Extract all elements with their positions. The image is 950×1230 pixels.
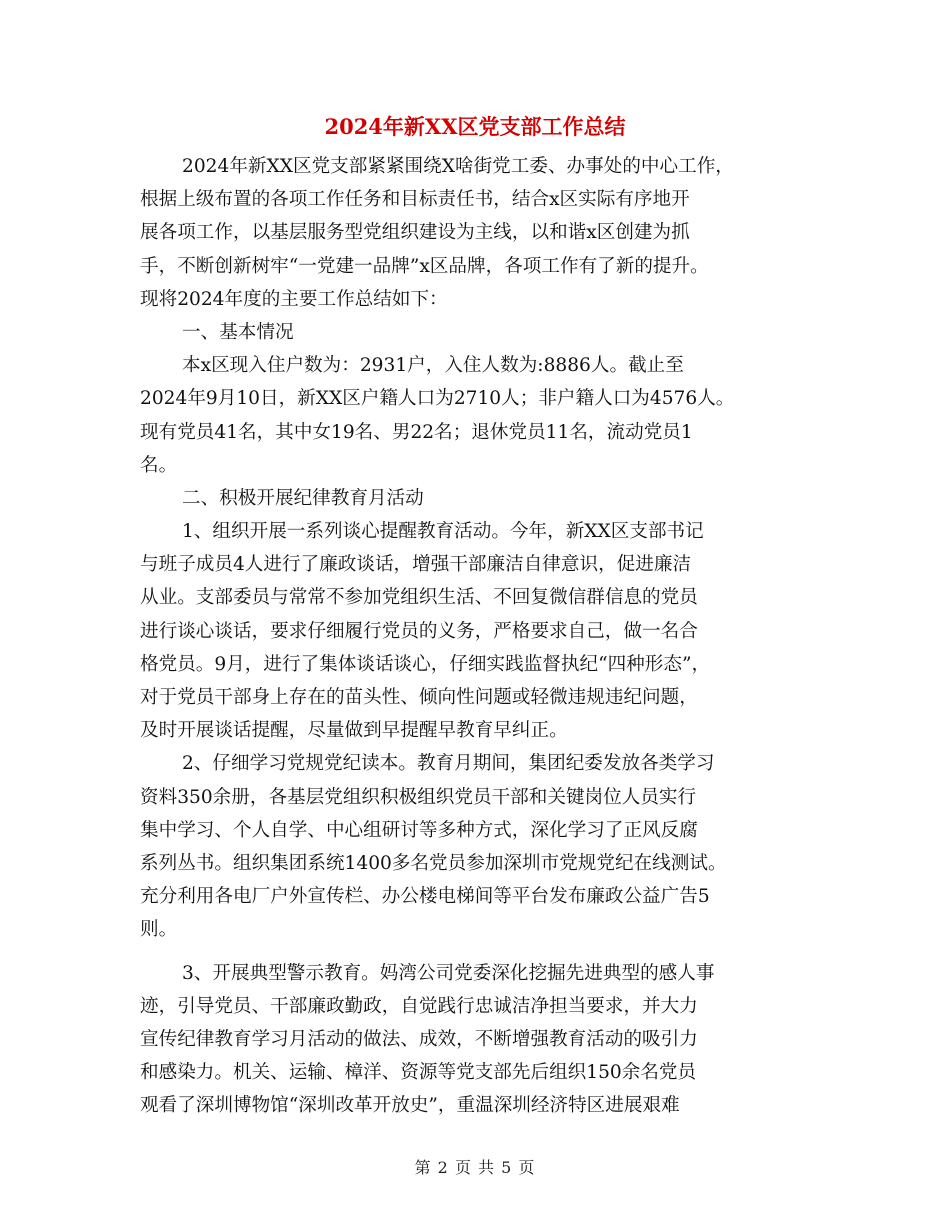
- section-heading: 一、基本情况: [182, 321, 294, 343]
- text-line: 2024年9月10日，新XX区户籍人口为2710人；非户籍人口为4576人。: [140, 388, 735, 410]
- text-line: 集中学习、个人自学、中心组研讨等多种方式，深化学习了正风反腐: [140, 819, 698, 841]
- text-line: 进行谈心谈话，要求仔细履行党员的义务，严格要求自己，做一名合: [140, 620, 698, 642]
- text-line: 观看了深圳博物馆“深圳改革开放史”，重温深圳经济特区进展艰难: [140, 1095, 680, 1117]
- text-line: 现有党员41名，其中女19名、男22名；退休党员11名，流动党员1: [140, 421, 693, 443]
- document-title: 2024年新XX区党支部工作总结: [324, 114, 626, 139]
- text-line: 2024年新XX区党支部紧紧围绕X啥街党工委、办事处的中心工作，: [182, 156, 734, 177]
- text-line: 1、组织开展一系列谈心提醒教育活动。今年，新XX区支部书记: [182, 521, 704, 543]
- text-line: 根据上级布置的各项工作任务和目标责任书，结合x区实际有序地开: [140, 189, 690, 211]
- text-line: 名。: [140, 454, 178, 476]
- text-line: 2、仔细学习党规党纪读本。教育月期间，集团纪委发放各类学习: [182, 753, 715, 775]
- text-line: 本x区现入住户数为：2931户，入住人数为:8886人。截止至: [182, 355, 684, 377]
- text-line: 3、开展典型警示教育。妈湾公司党委深化挖掘先进典型的感人事: [182, 962, 715, 984]
- text-line: 展各项工作，以基层服务型党组织建设为主线，以和谐x区创建为抓: [140, 222, 690, 244]
- text-line: 宣传纪律教育学习月活动的做法、成效，不断增强教育活动的吸引力: [140, 1028, 698, 1050]
- text-line: 格党员。9月，进行了集体谈话谈心，仔细实践监督执纪“四种形态”，: [140, 653, 711, 675]
- text-line: 现将2024年度的主要工作总结如下：: [140, 288, 448, 310]
- text-line: 及时开展谈话提醒，尽量做到早提醒早教育早纠正。: [140, 720, 568, 742]
- text-line: 迹，引导党员、干部廉政勤政，自觉践行忠诚洁净担当要求，并大力: [140, 995, 698, 1017]
- section-heading: 二、积极开展纪律教育月活动: [182, 487, 424, 509]
- text-line: 系列丛书。组织集团系统1400多名党员参加深圳市党规党纪在线测试。: [140, 852, 727, 874]
- text-line: 和感染力。机关、运输、樟洋、资源等党支部先后组织150余名党员: [140, 1062, 697, 1084]
- document-body: [140, 150, 830, 1122]
- text-line: 资料350余册，各基层党组织积极组织党员干部和关键岗位人员实行: [140, 786, 697, 808]
- page-footer: 第 2 页 共 5 页: [414, 1158, 536, 1177]
- text-line: 手，不断创新树牢“一党建一品牌”x区品牌，各项工作有了新的提升。: [140, 255, 709, 277]
- text-line: 对于党员干部身上存在的苗头性、倾向性问题或轻微违规违纪问题，: [140, 687, 698, 708]
- text-line: 充分利用各电厂户外宣传栏、办公楼电梯间等平台发布廉政公益广告5: [140, 886, 710, 908]
- text-line: 与班子成员4人进行了廉政谈话，增强干部廉洁自律意识，促进廉洁: [140, 554, 692, 576]
- text-line: 则。: [140, 919, 178, 941]
- text-line: 从业。支部委员与常常不参加党组织生活、不回复微信群信息的党员: [140, 587, 698, 609]
